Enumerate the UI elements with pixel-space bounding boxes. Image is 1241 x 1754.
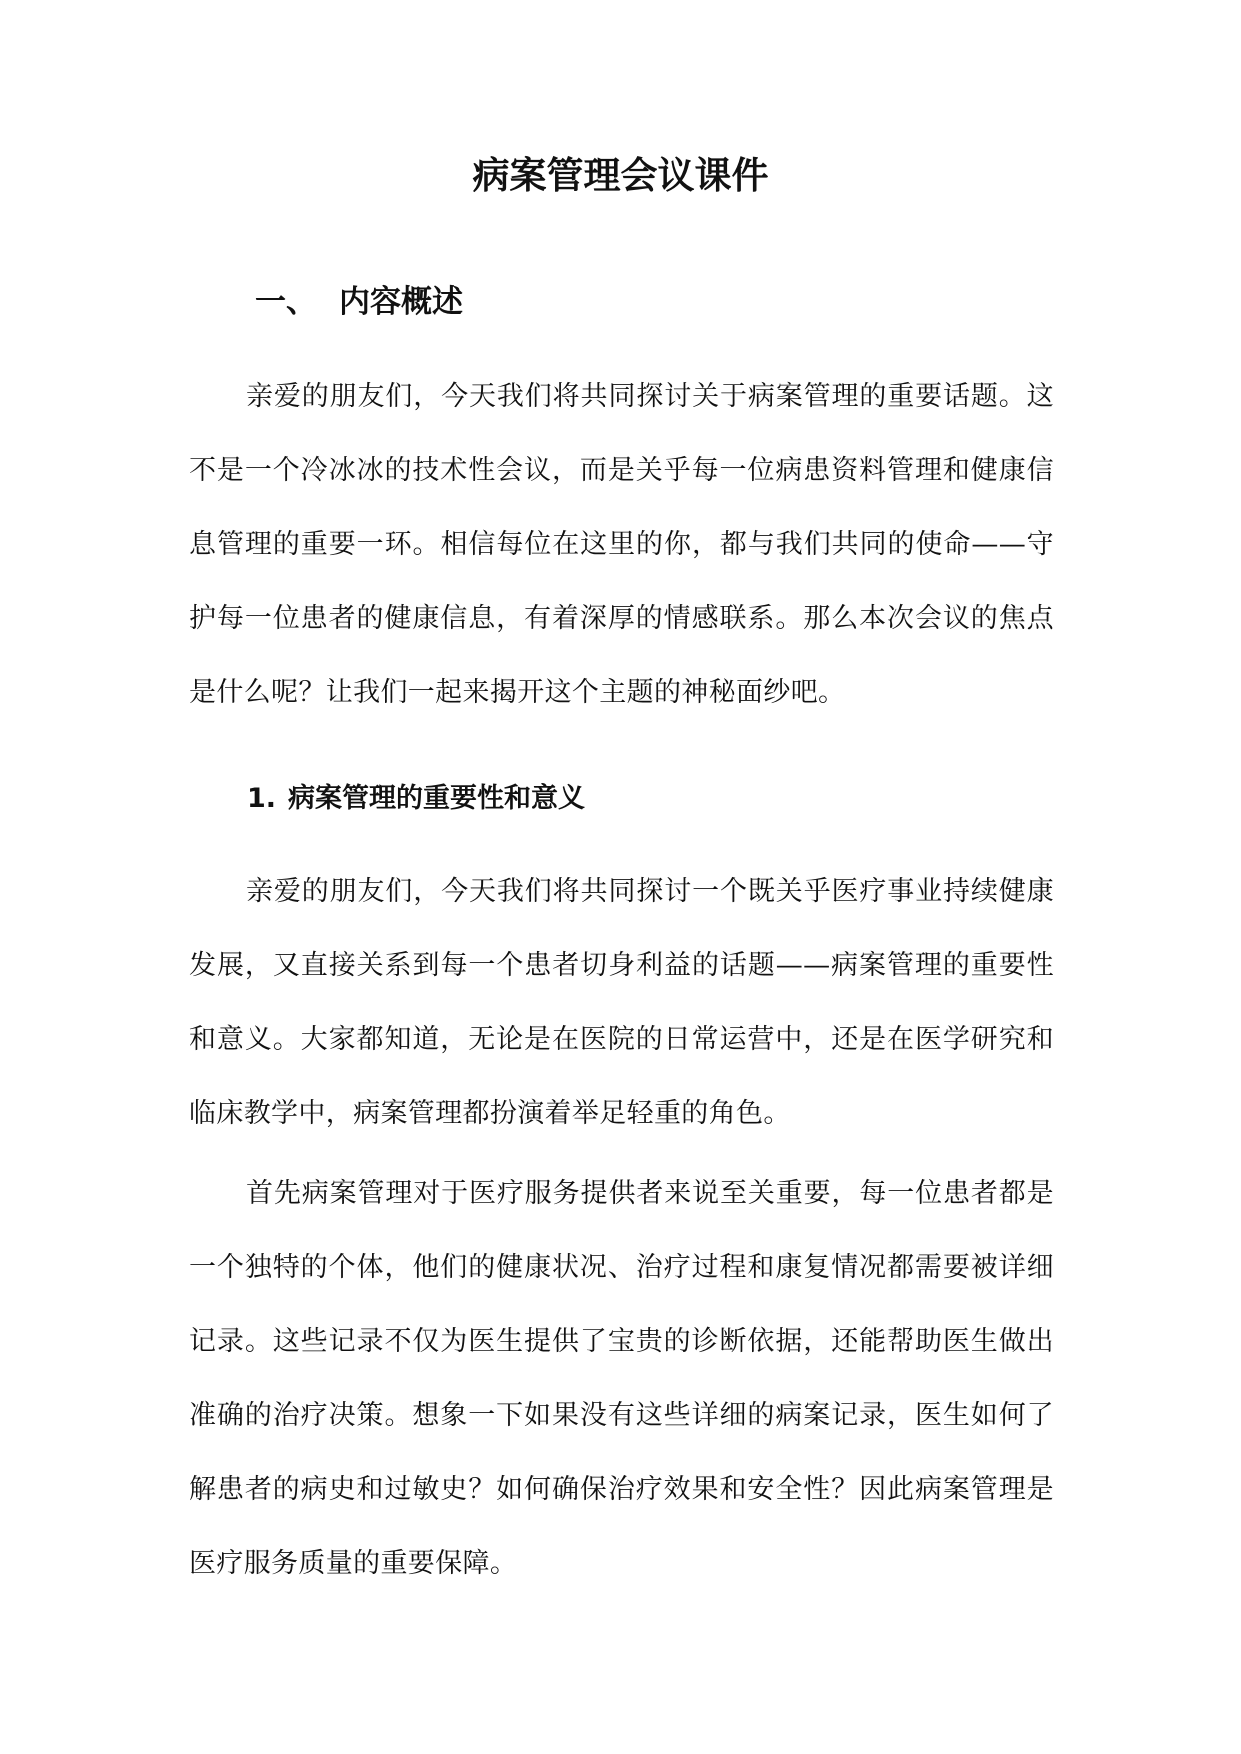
importance-paragraph: 亲爱的朋友们，今天我们将共同探讨一个既关乎医疗事业持续健康发展，又直接关系到每一个患者切身利益的话题——病案管理的重要性和意义。大家都知道，无论是在医院的日常运营中，还是在医学研究和临床教学中，病案管理都扮演着举足轻重的角色。 — [189, 876, 1054, 1129]
subsection-number: 1. — [247, 783, 277, 814]
subsection-heading — [247, 777, 585, 821]
document-title: 病案管理会议课件 — [472, 154, 769, 197]
section-title: 内容概述 — [339, 284, 463, 320]
subsection-title: 病案管理的重要性和意义 — [288, 783, 586, 814]
section-number: 一、 — [255, 284, 317, 320]
overview-paragraph: 亲爱的朋友们，今天我们将共同探讨关于病案管理的重要话题。这不是一个冷冰冰的技术性会议，而是关乎每一位病患资料管理和健康信息管理的重要一环。相信每位在这里的你，都与我们共同的使命——守护每一位患者的健康信息，有着深厚的情感联系。那么本次会议的焦点是什么呢？让我们一起来揭开这个主题的神秘面纱吧。 — [189, 381, 1054, 708]
provider-paragraph: 首先病案管理对于医疗服务提供者来说至关重要，每一位患者都是一个独特的个体，他们的健康状况、治疗过程和康复情况都需要被详细记录。这些记录不仅为医生提供了宝贵的诊断依据，还能帮助医生做出准确的治疗决策。想象一下如果没有这些详细的病案记录，医生如何了解患者的病史和过敏史？如何确保治疗效果和安全性？因此病案管理是医疗服务质量的重要保障。 — [189, 1178, 1054, 1579]
section-heading — [255, 278, 463, 326]
